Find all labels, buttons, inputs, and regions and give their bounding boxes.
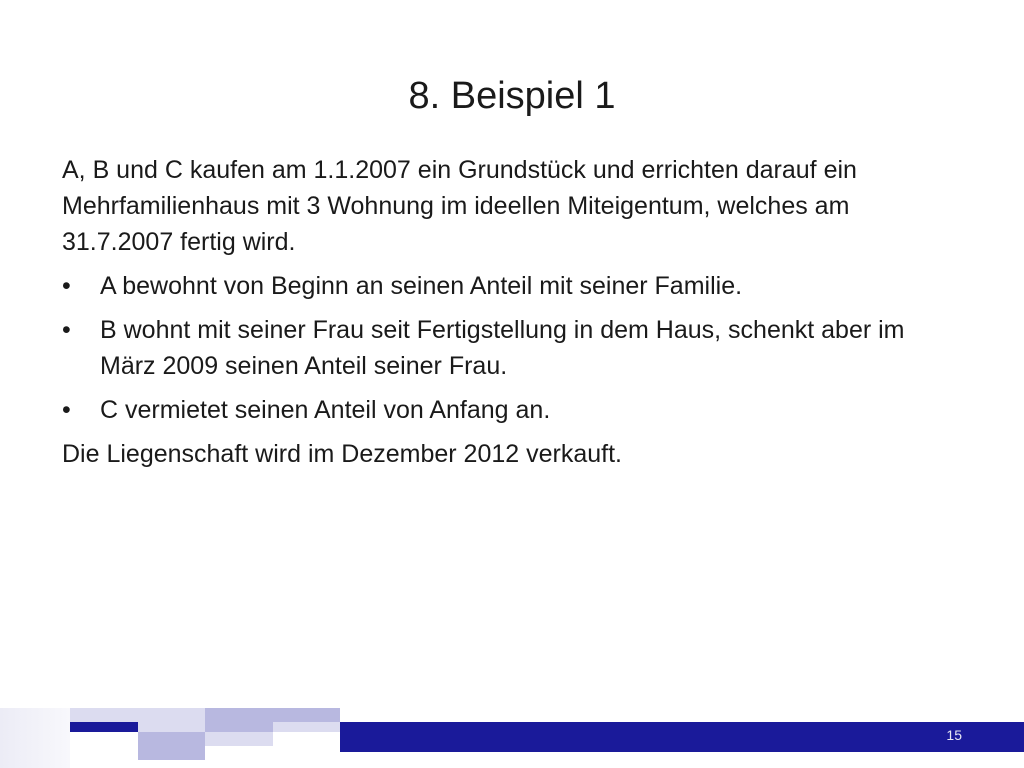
footer-block — [70, 708, 205, 722]
bullet-text: B wohnt mit seiner Frau seit Fertigstellung in dem Haus, schenkt aber im März 2009 seinen Anteil seiner Frau. — [100, 316, 905, 380]
bullet-item — [62, 392, 962, 428]
closing-paragraph: Die Liegenschaft wird im Dezember 2012 verkauft. — [62, 440, 622, 468]
bullet-icon: • — [62, 316, 71, 344]
intro-paragraph: A, B und C kaufen am 1.1.2007 ein Grundstück und errichten darauf ein Mehrfamilienhaus mit 3 Wohnung im ideellen Miteigentum, welches am 31.7.2007 fertig wird. — [62, 156, 857, 256]
bullet-item — [62, 268, 962, 304]
footer-block — [205, 708, 340, 722]
page-number: 15 — [946, 727, 962, 743]
footer-gradient-strip — [0, 708, 70, 768]
footer-block — [138, 722, 205, 732]
footer-band — [340, 722, 1024, 752]
bullet-text: A bewohnt von Beginn an seinen Anteil mit seiner Familie. — [100, 272, 743, 300]
footer-block — [138, 732, 205, 746]
footer-block — [138, 746, 205, 760]
slide-content — [62, 152, 962, 480]
bullet-icon: • — [62, 396, 71, 424]
footer-block — [273, 722, 340, 732]
bullet-icon: • — [62, 272, 71, 300]
footer-block — [205, 722, 273, 732]
bullet-text: C vermietet seinen Anteil von Anfang an. — [100, 396, 551, 424]
bullet-item — [62, 312, 962, 384]
footer-block — [70, 722, 138, 732]
footer-decoration — [0, 708, 1024, 768]
slide-title: 8. Beispiel 1 — [408, 75, 616, 117]
footer-block — [205, 732, 273, 746]
